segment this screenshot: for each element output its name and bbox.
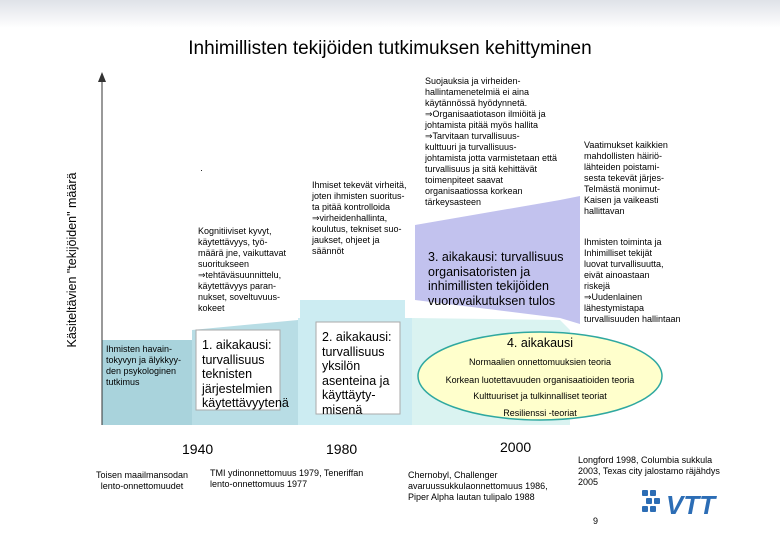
era2-label: 2. aikakausi: turvallisuus yksilön asenteina ja käyttäyty- misenä — [322, 330, 392, 417]
year-1980: 1980 — [326, 441, 358, 457]
era4-theory-4: Resilienssi -teoriat — [503, 408, 577, 418]
era4-theory-3: Kulttuuriset ja tulkinnalliset teoriat — [473, 391, 607, 401]
event-tmi: TMI ydinonnettomuus 1979, Teneriffan lento-onnettomuus 1977 — [210, 468, 364, 489]
era4-theory-1: Normaalien onnettomuuksien teoria — [468, 357, 612, 367]
era2-prelude: Ihmiset tekevät virheitä, joten ihmisten suoritus- ta pitää kontrolloida ⇒virheidenhallinta, koulutus, tekniset suo- jaukset, ohjeet ja säännöt — [312, 180, 407, 256]
era3-label: 3. aikakausi: turvallisuus organisatoristen ja inhimillisten tekijöiden vuorovaikutuksen tulos — [428, 250, 564, 308]
era0-description: Ihmisten havain- tokyvyn ja älykkyy- den psykologinen tutkimus — [106, 344, 182, 387]
event-chernobyl: Chernobyl, Challenger avaruussukkulaonnettomuus 1986, Piper Alpha lautan tulipalo 1988 — [408, 470, 548, 502]
era4-theory-2: Korkean luotettavuuden organisaatioiden teoria — [445, 375, 635, 385]
right-note-complexity: Vaatimukset kaikkien mahdollisten häiriö- lähteiden poistami- sesta tekevät järjes- Telmästä monimut- Kaisen ja vaikeasti hallittavan — [584, 140, 668, 216]
era2-band — [300, 300, 405, 318]
y-axis-label: Käsiteltävien "tekijöiden" määrä — [65, 172, 79, 348]
vtt-logo-text: VTT — [666, 490, 716, 520]
page-title: Inhimillisten tekijöiden tutkimuksen kehittyminen — [188, 38, 592, 59]
era1-prelude: Kognitiiviset kyvyt, käytettävyys, työ- määrä jne, vaikuttavat suoritukseen ⇒tehtäväsuunnittelu, käytettävyys paran- nukset, soveltuvuus- kokeet — [198, 226, 287, 313]
era1-label: 1. aikakausi: turvallisuus teknisten järjestelmien käytettävyytenä — [202, 338, 289, 410]
page-number: 9 — [593, 516, 599, 526]
event-ww2: Toisen maailmansodan lento-onnettomuudet — [95, 470, 189, 491]
vtt-logo — [640, 484, 740, 524]
event-longford: Longford 1998, Columbia sukkula 2003, Texas city jalostamo räjähdys 2005 — [578, 455, 720, 487]
right-note-new-approach: Ihmisten toiminta ja Inhimilliset tekijät luovat turvallisuutta, eivät ainoastaan riskejä ⇒Uudenlainen lähestymistapa turvallisuuden hallintaan — [584, 237, 681, 324]
dot-marker: · — [200, 165, 203, 175]
year-2000: 2000 — [500, 439, 532, 455]
era4-label: 4. aikakausi — [506, 336, 573, 350]
y-axis-arrowhead — [98, 72, 106, 82]
era3-prelude: Suojauksia ja virheiden- hallintamenetelmiä ei aina käytännössä hyödynnetä. ⇒Organisaatiotason ilmiöitä ja johtamista pitää myös hallita ⇒Tarvitaan turvallisuus- kulttuuri ja turvallisuus- johtamista jotta varmistetaan että turvallisuus ja sitä kehittävät toimenpiteet saavat organisaatiossa korkean tärkeysasteen — [425, 76, 558, 207]
year-1940: 1940 — [182, 441, 214, 457]
